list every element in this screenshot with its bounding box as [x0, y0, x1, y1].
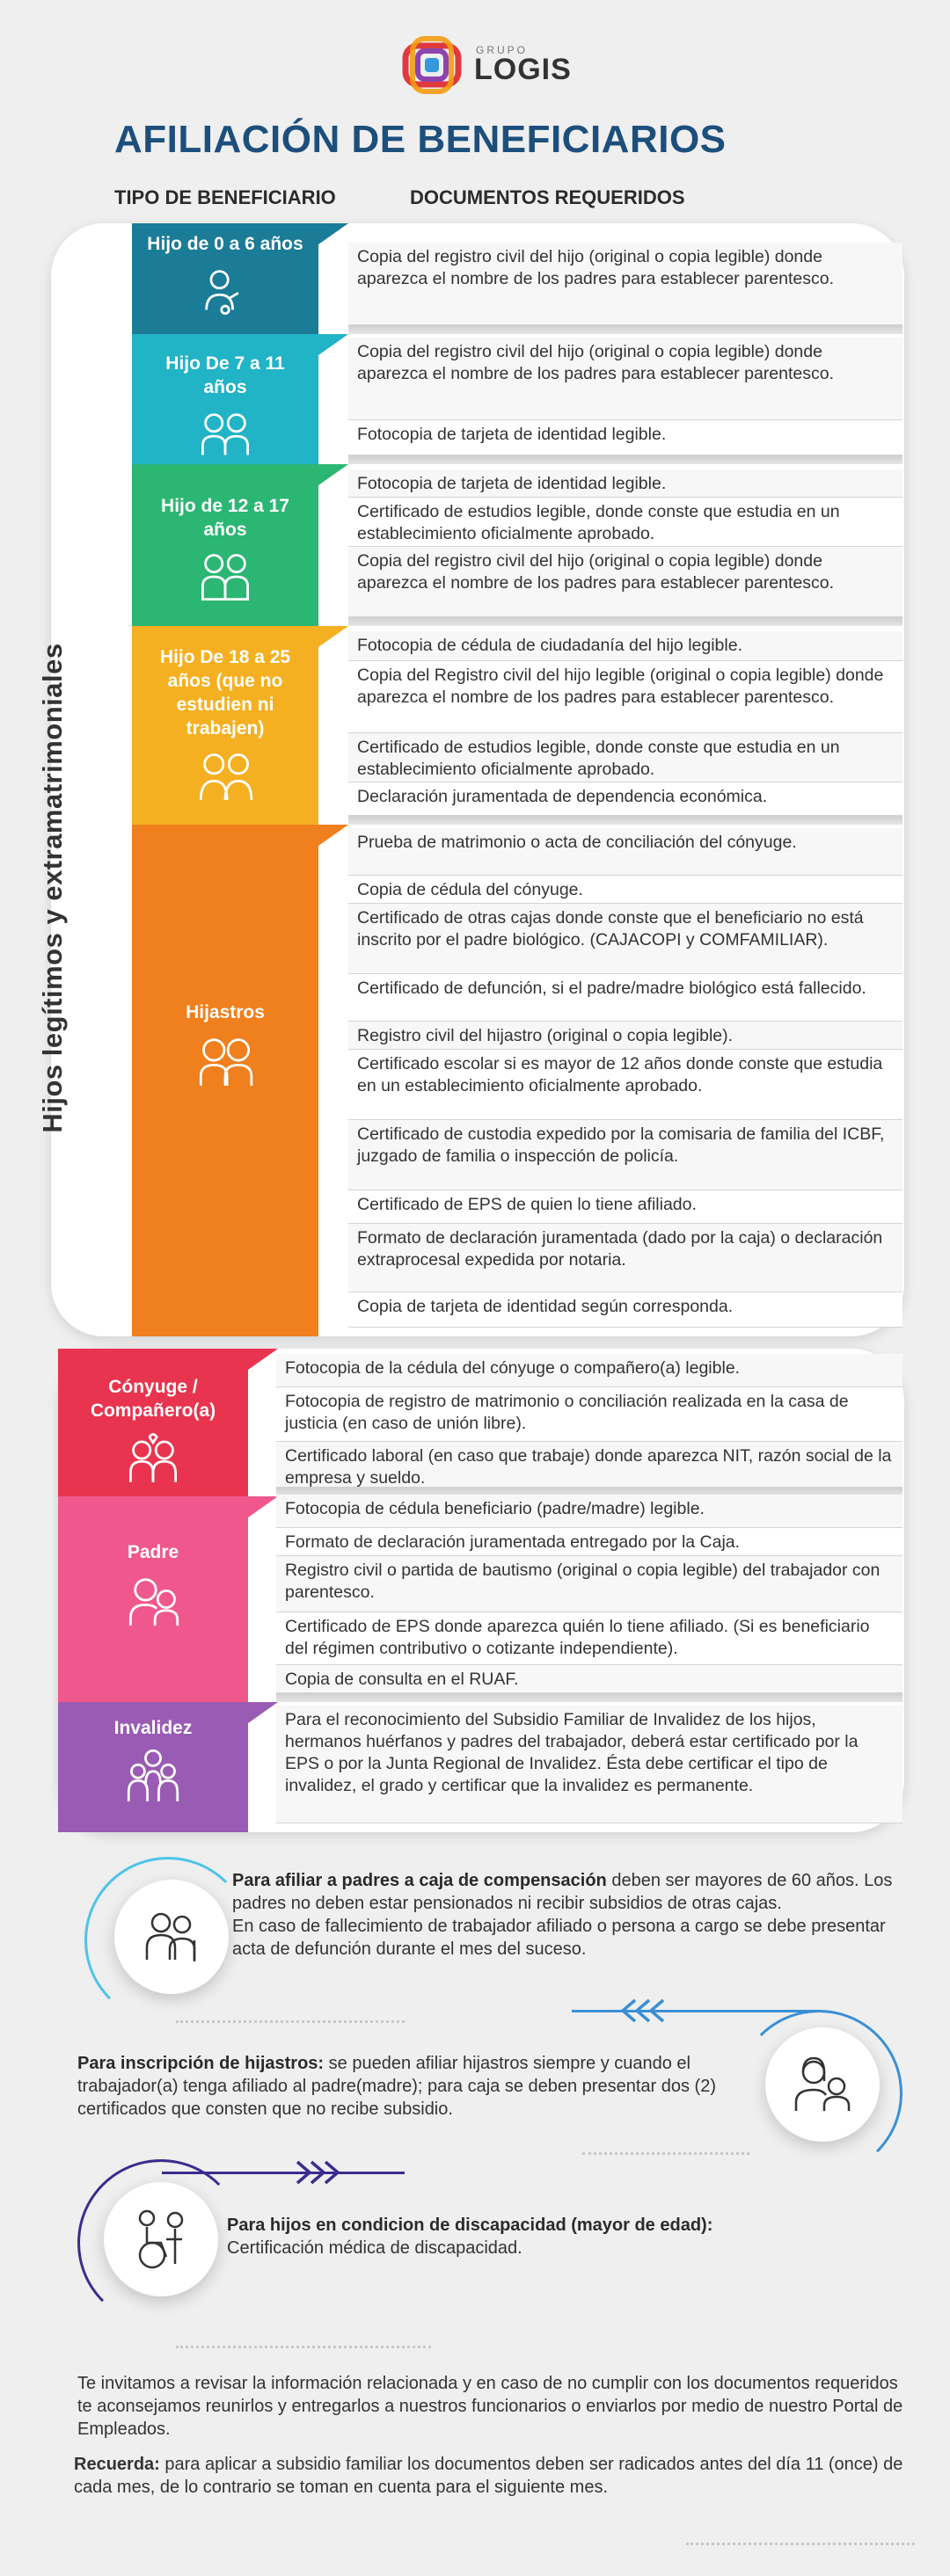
children-notch	[318, 223, 348, 244]
children-doc-row: Registro civil del hijastro (original o copia legible).	[348, 1022, 902, 1050]
children-doc-row: Fotocopia de tarjeta de identidad legible.	[348, 420, 902, 455]
brand-name: LOGIS	[474, 53, 572, 86]
other-doc-row: Fotocopia de cédula beneficiario (padre/madre) legible.	[276, 1495, 902, 1528]
children-type-label: Hijo De 7 a 11 años	[165, 353, 285, 397]
children-doc-row: Copia del registro civil del hijo (original o copia legible) donde aparezca el nombre de los padres para establecer parentesco.	[348, 243, 902, 325]
children-notch	[318, 626, 348, 647]
young-adults-icon	[197, 747, 253, 804]
other-doc-row: Certificado de EPS donde aparezca quién lo tiene afiliado. (Si es beneficiario del régimen contributivo o cotizante independiente).	[276, 1612, 902, 1665]
other-type-label: Invalidez	[113, 1718, 193, 1738]
children-doc-row: Formato de declaración juramentada (dado por la caja) o declaración extraprocesal expedida por notaria.	[348, 1224, 902, 1292]
children-type-label: Hijo de 0 a 6 años	[147, 234, 303, 254]
children-doc-row: Certificado de estudios legible, donde conste que estudia en un establecimiento oficialmente aprobado.	[348, 498, 902, 547]
children-type-label: Hijo de 12 a 17 años	[161, 496, 289, 540]
other-doc-row: Registro civil o partida de bautismo (original o copia legible) del trabajador con parentesco.	[276, 1556, 902, 1612]
column-type-header: TIPO DE BENEFICIARIO	[114, 186, 336, 208]
logo	[400, 33, 572, 104]
children-type-1	[132, 334, 318, 464]
children-type-2	[132, 464, 318, 626]
divider-dots	[582, 2152, 749, 2155]
other-doc-row: Formato de declaración juramentada entregado por la Caja.	[276, 1528, 902, 1556]
children-notch	[318, 464, 348, 485]
mother-child-icon	[787, 2049, 858, 2120]
wheelchair-icon	[126, 2204, 196, 2274]
note-parents: Para afiliar a padres a caja de compensación deben ser mayores de 60 años. Los padres no deben estar pensionados ni recibir subsidios de otras cajas. En caso de fallecimiento de trabajador afiliado o persona a cargo se debe presentar acta de defunción durante el mes del suceso.	[232, 1871, 893, 1959]
children-separator	[348, 325, 902, 334]
note2-circle	[765, 2027, 880, 2142]
parents-icon	[125, 1571, 181, 1627]
children-doc-row: Certificado de estudios legible, donde conste que estudia en un establecimiento oficialmente aprobado.	[348, 733, 902, 782]
children-doc-row: Certificado de defunción, si el padre/madre biológico está fallecido.	[348, 974, 902, 1022]
other-type-1	[58, 1496, 248, 1702]
children-doc-row: Copia del Registro civil del hijo legible (original o copia legible) donde aparezca el nombre de los padres para establecer parentesco.	[348, 661, 902, 733]
children-type-3	[132, 626, 318, 825]
children-notch	[318, 825, 348, 846]
children-type-label: Hijastros	[186, 1002, 265, 1022]
footer-invite: Te invitamos a revisar la información relacionada y en caso de no cumplir con los documentos requeridos te aconsejamos reunirlos y entregarlos a nuestros funcionarios o enviarlos por medio de nuestro Portal de Empleados.	[77, 2374, 903, 2439]
children-doc-row: Prueba de matrimonio o acta de conciliación del cónyuge.	[348, 828, 902, 876]
divider-dots	[176, 2020, 405, 2023]
other-doc-row: Para el reconocimiento del Subsidio Familiar de Invalidez de los hijos, hermanos huérfanos y padres del trabajador, deberá estar certificado por la EPS o por la Junta Regional de Invalidez. Ésta debe certificar el tipo de invalidez, el grado y certificar que la invalidez es permanente.	[276, 1706, 902, 1823]
other-notch	[248, 1702, 278, 1723]
note3-line	[162, 2172, 405, 2174]
divider-dots	[686, 2543, 915, 2545]
children-doc-row: Copia del registro civil del hijo (original o copia legible) donde aparezca el nombre de los padres para establecer parentesco.	[348, 338, 902, 420]
children-separator	[348, 455, 902, 464]
children-doc-row: Certificado de EPS de quien lo tiene afiliado.	[348, 1190, 902, 1224]
children-icon	[197, 406, 253, 462]
elderly-couple-icon	[136, 1902, 207, 1972]
brand-group: GRUPO	[476, 44, 529, 56]
footer-reminder: Recuerda: para aplicar a subsidio familiar los documentos deben ser radicados antes del día 11 (once) de cada mes, de lo contrario se toman en cuenta para el siguiente mes.	[74, 2455, 903, 2497]
children-type-4	[132, 825, 318, 1336]
note-disability: Para hijos en condicion de discapacidad (mayor de edad): Certificación médica de discapacidad.	[227, 2216, 713, 2258]
children-notch	[318, 334, 348, 355]
other-doc-row: Fotocopia de la cédula del cónyuge o compañero(a) legible.	[276, 1354, 902, 1387]
children-doc-row: Copia de tarjeta de identidad según corresponda.	[348, 1292, 902, 1328]
children-doc-row: Certificado escolar si es mayor de 12 años donde conste que estudia en un establecimiento oficialmente aprobado.	[348, 1050, 902, 1120]
other-doc-row: Copia de consulta en el RUAF.	[276, 1665, 902, 1693]
other-doc-row: Certificado laboral (en caso que trabaje) donde aparezca NIT, razón social de la empresa y sueldo.	[276, 1442, 902, 1488]
page-title: AFILIACIÓN DE BENEFICIARIOS	[114, 118, 727, 161]
other-separator	[276, 1693, 902, 1702]
other-type-label: Padre	[127, 1542, 179, 1562]
divider-dots	[176, 2346, 431, 2348]
other-notch	[248, 1349, 278, 1370]
children-doc-row: Fotocopia de cédula de ciudadanía del hijo legible.	[348, 631, 902, 661]
children-type-label: Hijo De 18 a 25 años (que no estudien ni trabajen)	[159, 647, 291, 739]
children-doc-row: Declaración juramentada de dependencia económica.	[348, 782, 902, 816]
other-type-2	[58, 1702, 248, 1832]
children-doc-row: Certificado de otras cajas donde conste que el beneficiario no está inscrito por el padre biológico. (CAJACOPI y COMFAMILIAR).	[348, 904, 902, 974]
children-doc-row: Certificado de custodia expedido por la comisaria de familia del ICBF, juzgado de familia o inspección de policía.	[348, 1120, 902, 1190]
other-type-0	[58, 1349, 248, 1496]
other-doc-row: Fotocopia de registro de matrimonio o conciliación realizada en la casa de justicia (en caso de unión libre).	[276, 1387, 902, 1442]
children-type-0	[132, 223, 318, 334]
children-doc-row: Copia de cédula del cónyuge.	[348, 876, 902, 904]
teens-icon	[197, 549, 253, 605]
note3-circle	[104, 2182, 218, 2296]
children-doc-row: Fotocopia de tarjeta de identidad legible.	[348, 469, 902, 498]
chevrons-right-icon	[290, 2159, 352, 2186]
couple-icon	[125, 1430, 181, 1486]
family-icon	[125, 1747, 181, 1803]
children-doc-row: Copia del registro civil del hijo (original o copia legible) donde aparezca el nombre de los padres para establecer parentesco.	[348, 547, 902, 617]
baby-icon	[197, 263, 253, 319]
stepchildren-icon	[197, 1031, 253, 1088]
chevrons-left-icon	[616, 1997, 677, 2024]
column-docs-header: DOCUMENTOS REQUERIDOS	[410, 186, 685, 208]
note1-circle	[114, 1880, 229, 1994]
logo-mark-icon	[400, 33, 464, 97]
children-separator	[348, 617, 902, 626]
note2-line	[572, 2010, 818, 2012]
other-notch	[248, 1496, 278, 1517]
note-stepchildren: Para inscripción de hijastros: se pueden afiliar hijastros siempre y cuando el trabajador(a) tenga afiliado al padre(madre); para caja se deben presentar dos (2) certificados que consten que no recibe subsidio.	[77, 2054, 716, 2119]
children-separator	[348, 816, 902, 825]
other-type-label: Cónyuge / Compañero(a)	[90, 1377, 216, 1421]
